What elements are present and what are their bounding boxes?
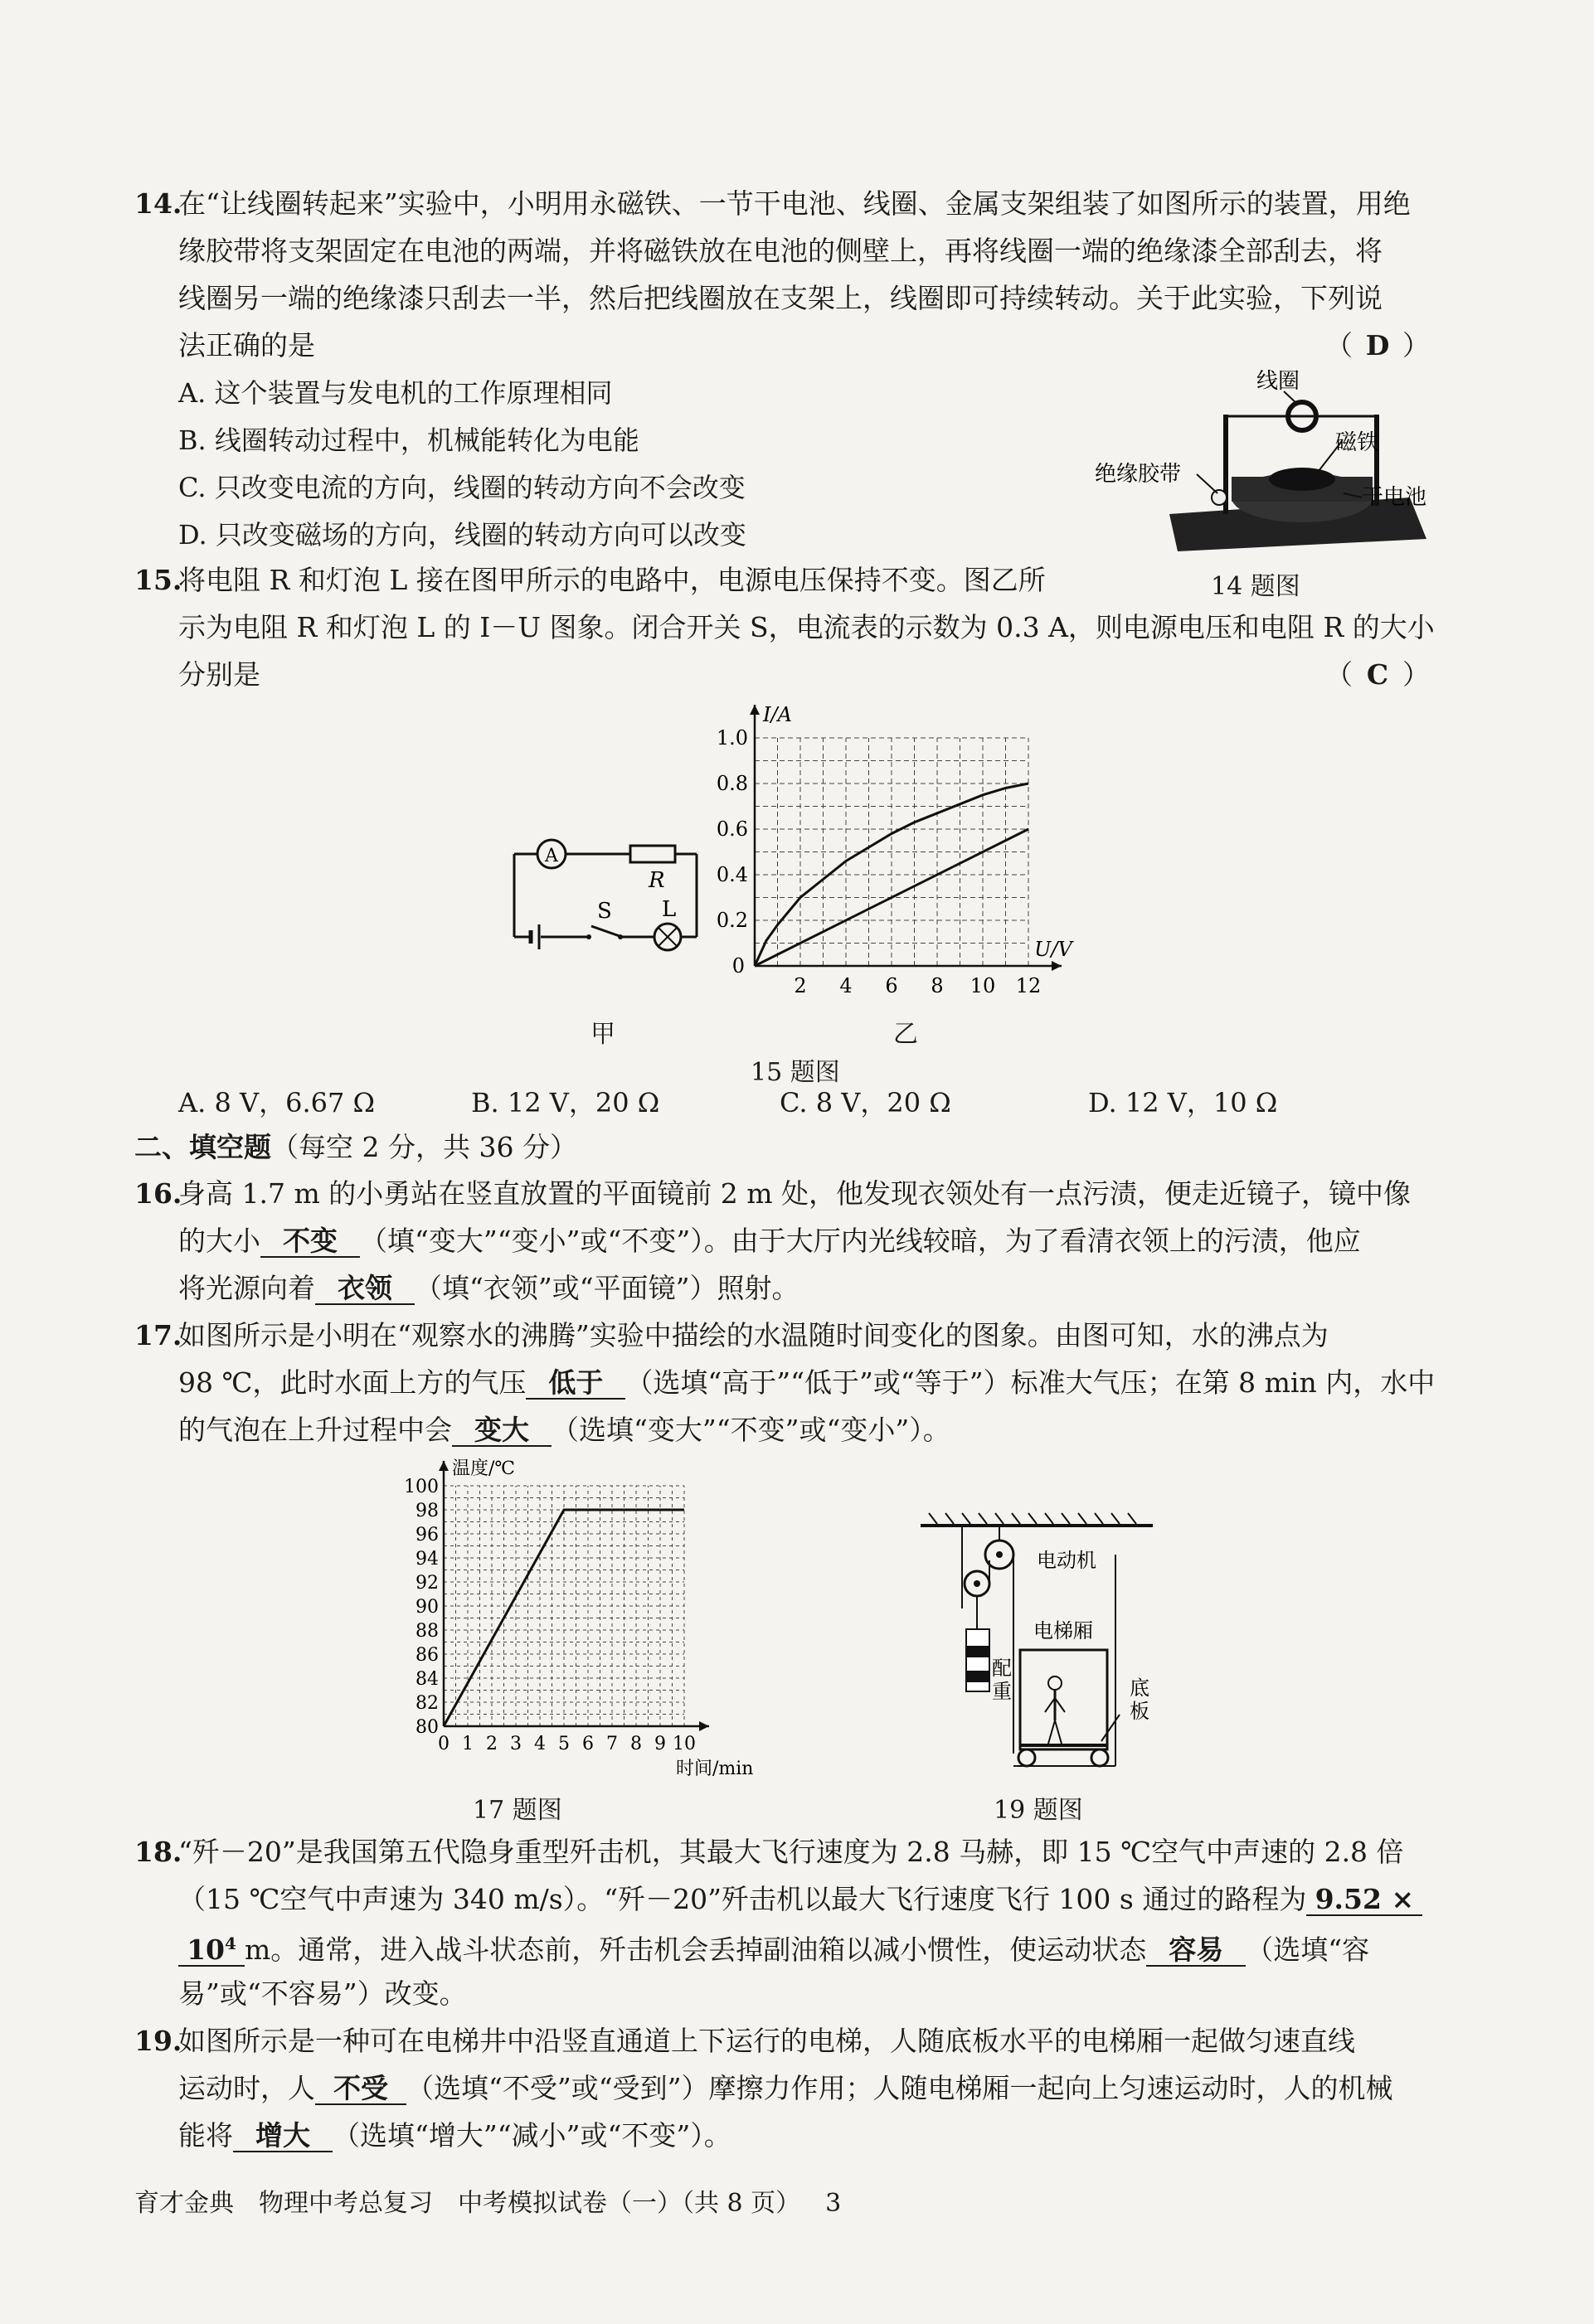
q15-option: B. 12 V，20 Ω bbox=[471, 1087, 660, 1118]
q15-graph-caption: 乙 bbox=[893, 1020, 918, 1049]
q19-text-line: 运动时，人 不受 （选填“不受”或“受到”）摩擦力作用；人随电梯厢一起向上匀速运动时，人的机械 bbox=[178, 2072, 1393, 2104]
q17-text-line: 的气泡在上升过程中会 变大 （选填“变大”“不变”或“变小”）。 bbox=[178, 1414, 950, 1446]
counterweight-label-2: 重 bbox=[992, 1680, 1012, 1703]
y-axis-label: I/A bbox=[763, 703, 792, 726]
q15-option: A. 8 V，6.67 Ω bbox=[178, 1087, 376, 1118]
page-footer bbox=[134, 2182, 841, 2219]
q14-text-line: 法正确的是 bbox=[178, 329, 315, 361]
q17-blank-2: 变大 bbox=[452, 1415, 552, 1447]
x-axis-arrow bbox=[1052, 961, 1062, 971]
y-tick-label: 82 bbox=[416, 1693, 439, 1714]
q16-text-line: 将光源向着 衣领 （填“衣领”或“平面镜”）照射。 bbox=[178, 1272, 799, 1304]
q19-figure-caption: 19 题图 bbox=[994, 1796, 1083, 1825]
q15-number: 15. bbox=[134, 564, 182, 596]
label-battery: 干电池 bbox=[1362, 485, 1427, 510]
x-axis-label: 时间/min bbox=[676, 1759, 754, 1779]
resistor-icon bbox=[630, 846, 675, 862]
x-tick-label: 0 bbox=[438, 1734, 450, 1754]
q16-text-line: 的大小 不变 （填“变大”“变小”或“不变”）。由于大厅内光线较暗，为了看清衣领上的污渍，他应 bbox=[178, 1225, 1361, 1257]
q14-figure bbox=[1095, 369, 1443, 572]
motor-label: 电动机 bbox=[1037, 1549, 1096, 1572]
q17-blank-1: 低于 bbox=[526, 1368, 625, 1400]
q19-text-line: 如图所示是一种可在电梯井中沿竖直通道上下运行的电梯，人随底板水平的电梯厢一起做匀速直线 bbox=[178, 2025, 1355, 2057]
q19-text-line: 能将 增大 （选填“增大”“减小”或“不变”）。 bbox=[178, 2119, 731, 2152]
magnet-shape bbox=[1269, 468, 1335, 491]
q16-blank-2: 衣领 bbox=[315, 1274, 415, 1305]
q15-iu-chart bbox=[697, 703, 1095, 997]
q18-blank-1: 9.52 × bbox=[1306, 1885, 1422, 1916]
q16-blank-1: 不变 bbox=[260, 1226, 360, 1258]
q16-text-line: 身高 1.7 m 的小勇站在竖直放置的平面镜前 2 m 处，他发现衣领处有一点污渍，便走近镜子，镜中像 bbox=[178, 1177, 1411, 1210]
q18-blank-2: 容易 bbox=[1146, 1935, 1246, 1967]
q14-option: D. 只改变磁场的方向，线圈的转动方向可以改变 bbox=[178, 519, 746, 551]
q14-answer: （ D ） bbox=[1325, 327, 1430, 364]
q14-text-line: 缘胶带将支架固定在电池的两端，并将磁铁放在电池的侧壁上，再将线圈一端的绝缘漆全部刮去，将 bbox=[178, 235, 1383, 267]
ammeter-label: A bbox=[545, 846, 558, 866]
q18-text-line: 易”或“不容易”）改变。 bbox=[178, 1977, 467, 2010]
resistor-label: R bbox=[649, 868, 665, 893]
x-tick-label: 4 bbox=[839, 974, 853, 997]
y-tick-label: 86 bbox=[416, 1645, 439, 1666]
x-tick-label: 2 bbox=[794, 974, 807, 997]
x-tick-label: 12 bbox=[1015, 974, 1042, 997]
q14-answer-letter: D bbox=[1365, 329, 1390, 361]
q17-text-line: 如图所示是小明在“观察水的沸腾”实验中描绘的水温随时间变化的图象。由图可知，水的沸点为 bbox=[178, 1319, 1329, 1351]
q15-answer-letter: C bbox=[1366, 658, 1389, 691]
q16-number: 16. bbox=[134, 1177, 182, 1210]
elevator-cabin-icon bbox=[1020, 1650, 1107, 1749]
x-tick-label: 6 bbox=[582, 1734, 594, 1754]
q15-option: C. 8 V，20 Ω bbox=[780, 1087, 951, 1118]
x-tick-label: 8 bbox=[630, 1734, 642, 1754]
q18-text-line: （15 ℃空气中声速为 340 m/s）。“歼－20”歼击机以最大飞行速度飞行 100 s 通过的路程为 9.52 × bbox=[178, 1881, 1422, 1918]
q19-elevator-figure bbox=[912, 1509, 1178, 1783]
q15-circuit-caption: 甲 bbox=[590, 1020, 615, 1049]
footer-text: 育才金典 物理中考总复习 中考模拟试卷（一）（共 8 页） bbox=[134, 2189, 801, 2218]
y-tick-label: 84 bbox=[416, 1669, 439, 1690]
y-tick-label: 96 bbox=[416, 1525, 439, 1545]
y-tick-label: 80 bbox=[416, 1717, 439, 1738]
y-tick-label: 94 bbox=[416, 1549, 439, 1570]
y-tick-label: 90 bbox=[416, 1597, 439, 1618]
y-axis-arrow bbox=[750, 705, 760, 715]
q14-text-line: 在“让线圈转起来”实验中，小明用永磁铁、一节干电池、线圈、金属支架组装了如图所示的装置，用绝 bbox=[178, 187, 1411, 220]
q15-text-line: 分别是 bbox=[178, 658, 260, 691]
q15-circuit bbox=[506, 821, 705, 970]
switch-icon bbox=[591, 926, 620, 936]
q19-number: 19. bbox=[134, 2025, 182, 2057]
q15-option: D. 12 V，10 Ω bbox=[1088, 1087, 1278, 1118]
y-tick-label: 98 bbox=[416, 1501, 439, 1521]
x-tick-label: 8 bbox=[931, 974, 944, 997]
x-tick-label: 4 bbox=[534, 1734, 546, 1754]
q15-text-line: 将电阻 R 和灯泡 L 接在图甲所示的电路中，电源电压保持不变。图乙所 bbox=[178, 564, 1046, 596]
x-axis-label: U/V bbox=[1034, 938, 1072, 961]
lamp-label: L bbox=[662, 897, 677, 922]
switch-label: S bbox=[597, 899, 612, 924]
y-axis-label: 温度/℃ bbox=[452, 1458, 516, 1479]
q19-blank-1: 不受 bbox=[315, 2074, 406, 2105]
y-tick-label: 0.8 bbox=[716, 772, 748, 795]
origin-label: 0 bbox=[731, 954, 745, 978]
x-tick-label: 1 bbox=[462, 1734, 474, 1754]
x-tick-label: 9 bbox=[654, 1734, 666, 1754]
floor-label-1: 底 bbox=[1130, 1676, 1149, 1700]
label-coil: 线圈 bbox=[1256, 369, 1300, 394]
y-tick-label: 100 bbox=[404, 1477, 439, 1497]
q14-option: A. 这个装置与发电机的工作原理相同 bbox=[178, 377, 613, 409]
y-tick-label: 0.2 bbox=[716, 909, 748, 932]
q17-number: 17. bbox=[134, 1319, 182, 1351]
page-number: 3 bbox=[825, 2189, 842, 2218]
q18-text-line: $10^4$ m。通常，进入战斗状态前，歼击机会丢掉副油箱以减小惯性，使运动状态 容易 （选填“容 bbox=[178, 1929, 1369, 1968]
y-tick-label: 92 bbox=[416, 1573, 439, 1594]
q17-figure-caption: 17 题图 bbox=[473, 1796, 562, 1825]
x-tick-label: 10 bbox=[970, 974, 996, 997]
q14-number: 14. bbox=[134, 187, 182, 220]
q19-blank-2: 增大 bbox=[233, 2121, 333, 2152]
y-tick-label: 0.6 bbox=[716, 818, 748, 841]
q17-text-line: 98 ℃，此时水面上方的气压 低于 （选填“高于”“低于”或“等于”）标准大气压；在第 8 min 内，水中 bbox=[178, 1366, 1436, 1399]
q18-number: 18. bbox=[134, 1836, 182, 1868]
counterweight-label-1: 配 bbox=[992, 1657, 1012, 1680]
q14-text-line: 线圈另一端的绝缘漆只刮去一半，然后把线圈放在支架上，线圈即可持续转动。关于此实验，下列说 bbox=[178, 282, 1383, 314]
q14-option: B. 线圈转动过程中，机械能转化为电能 bbox=[178, 425, 639, 456]
x-axis-arrow bbox=[699, 1721, 709, 1731]
cabin-label: 电梯厢 bbox=[1033, 1619, 1093, 1642]
x-tick-label: 3 bbox=[510, 1734, 522, 1754]
x-tick-label: 5 bbox=[558, 1734, 570, 1754]
section-note: （每空 2 分，共 36 分） bbox=[271, 1131, 577, 1163]
label-tape: 绝缘胶带 bbox=[1095, 462, 1182, 487]
y-tick-label: 88 bbox=[416, 1621, 439, 1642]
x-tick-label: 7 bbox=[606, 1734, 618, 1754]
q14-figure-caption: 14 题图 bbox=[1211, 572, 1300, 601]
x-tick-label: 10 bbox=[673, 1734, 696, 1754]
floor-label-2: 板 bbox=[1130, 1700, 1149, 1723]
q15-figure-caption: 15 题图 bbox=[751, 1058, 840, 1087]
label-magnet: 磁铁 bbox=[1335, 430, 1379, 455]
q17-temp-chart bbox=[381, 1453, 754, 1784]
x-tick-label: 2 bbox=[486, 1734, 498, 1754]
y-tick-label: 1.0 bbox=[716, 726, 748, 750]
q18-text-line: “歼－20”是我国第五代隐身重型歼击机，其最大飞行速度为 2.8 马赫，即 15 ℃空气中声速的 2.8 倍 bbox=[178, 1836, 1404, 1868]
y-tick-label: 0.4 bbox=[716, 863, 748, 886]
q14-option: C. 只改变电流的方向，线圈的转动方向不会改变 bbox=[178, 472, 746, 503]
y-axis-arrow bbox=[439, 1461, 449, 1471]
q15-text-line: 示为电阻 R 和灯泡 L 的 I－U 图象。闭合开关 S，电流表的示数为 0.3 A，则电源电压和电阻 R 的大小 bbox=[178, 611, 1435, 643]
q18-blank-1-continued: $10^4$ bbox=[178, 1929, 245, 1967]
tape-left bbox=[1212, 490, 1227, 505]
q15-answer: （ C ） bbox=[1325, 657, 1430, 693]
x-tick-label: 6 bbox=[885, 974, 898, 997]
section-title: 二、填空题（每空 2 分，共 36 分） bbox=[134, 1131, 577, 1163]
